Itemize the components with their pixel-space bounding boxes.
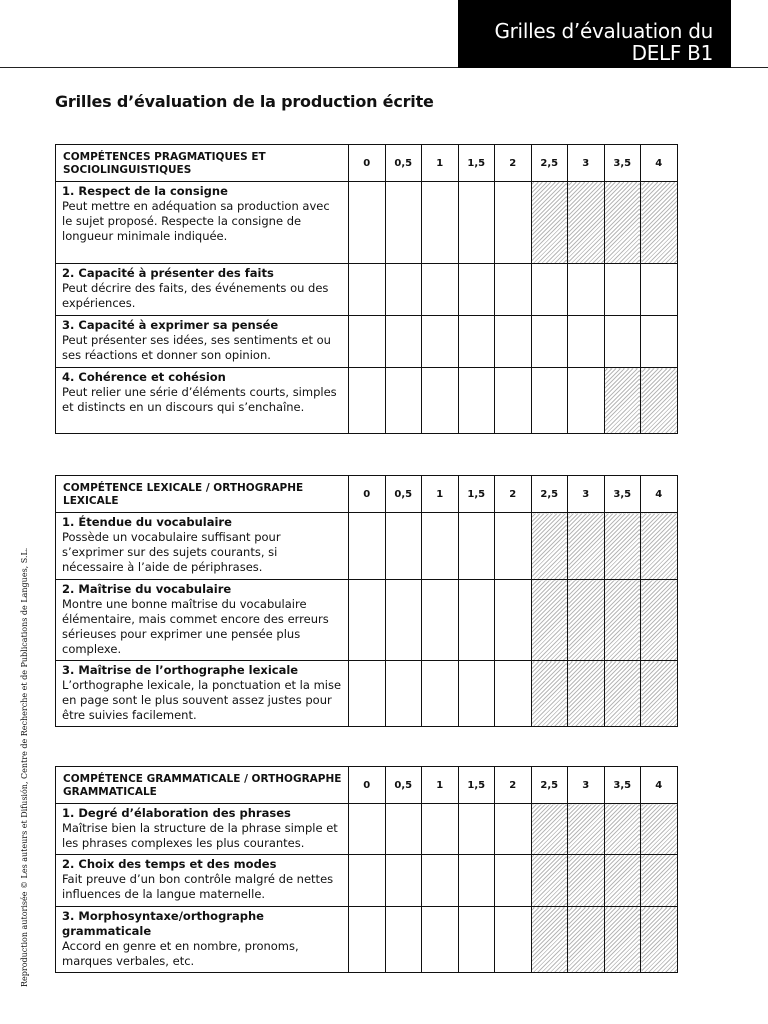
criterion-description: L’orthographe lexicale, la ponctuation et la mise en page sont le plus souvent assez justes pour être suivies facilement. (62, 678, 342, 722)
score-cell[interactable] (495, 513, 532, 580)
score-cell-disabled (568, 182, 605, 264)
score-cell[interactable] (458, 182, 495, 264)
score-header: 1 (422, 145, 459, 182)
score-cell-disabled (604, 182, 641, 264)
score-header: 1 (422, 476, 459, 513)
score-cell[interactable] (349, 513, 386, 580)
score-cell[interactable] (495, 661, 532, 727)
score-header: 2 (495, 476, 532, 513)
criterion-cell (56, 855, 349, 907)
criterion-title: 4. Cohérence et cohésion (62, 370, 226, 384)
score-cell[interactable] (531, 264, 568, 316)
score-cell[interactable] (495, 264, 532, 316)
score-cell[interactable] (349, 264, 386, 316)
score-header: 2,5 (531, 476, 568, 513)
criterion-title: 3. Capacité à exprimer sa pensée (62, 318, 279, 332)
criterion-description: Peut mettre en adéquation sa production avec le sujet proposé. Respecte la consigne de longueur minimale indiquée. (62, 199, 330, 243)
score-cell[interactable] (385, 316, 422, 368)
grid-grammatical (55, 766, 678, 973)
score-cell[interactable] (458, 804, 495, 855)
score-cell-disabled (568, 580, 605, 661)
score-cell[interactable] (495, 907, 532, 973)
score-cell[interactable] (495, 804, 532, 855)
score-header: 2 (495, 767, 532, 804)
score-cell-disabled (531, 907, 568, 973)
score-header: 0,5 (385, 145, 422, 182)
score-cell[interactable] (422, 907, 459, 973)
score-cell[interactable] (349, 182, 386, 264)
criterion-description: Montre une bonne maîtrise du vocabulaire élémentaire, mais commet encore des erreurs sérieuses pour exprimer une pensée plus complexe. (62, 597, 329, 656)
score-cell-disabled (604, 855, 641, 907)
criterion-row (56, 907, 678, 973)
competence-heading: COMPÉTENCE LEXICALE / ORTHOGRAPHE LEXICALE (56, 476, 349, 513)
score-cell[interactable] (422, 368, 459, 434)
score-cell-disabled (531, 513, 568, 580)
criterion-row (56, 580, 678, 661)
criterion-cell (56, 316, 349, 368)
criterion-title: 3. Maîtrise de l’orthographe lexicale (62, 663, 299, 677)
criterion-cell (56, 264, 349, 316)
table-header-row (56, 476, 678, 513)
score-cell[interactable] (385, 907, 422, 973)
score-header: 1,5 (458, 476, 495, 513)
criterion-title: 1. Étendue du vocabulaire (62, 515, 232, 529)
criterion-description: Possède un vocabulaire suffisant pour s’exprimer sur des sujets courants, si nécessaire à l’aide de périphrases. (62, 530, 281, 574)
score-cell[interactable] (568, 264, 605, 316)
score-cell[interactable] (495, 368, 532, 434)
score-cell[interactable] (422, 513, 459, 580)
criterion-title: 1. Degré d’élaboration des phrases (62, 806, 291, 820)
criterion-title: 2. Choix des temps et des modes (62, 857, 277, 871)
score-cell[interactable] (531, 368, 568, 434)
score-header: 3 (568, 767, 605, 804)
score-cell[interactable] (349, 661, 386, 727)
score-cell-disabled (604, 907, 641, 973)
criterion-row (56, 316, 678, 368)
score-header: 3,5 (604, 767, 641, 804)
criterion-description: Fait preuve d’un bon contrôle malgré de nettes influences de la langue maternelle. (62, 872, 334, 901)
competence-heading: COMPÉTENCE GRAMMATICALE / ORTHOGRAPHE GRAMMATICALE (56, 767, 349, 804)
score-cell[interactable] (495, 182, 532, 264)
criterion-description: Peut présenter ses idées, ses sentiments et ou ses réactions et donner son opinion. (62, 333, 331, 362)
score-cell[interactable] (458, 661, 495, 727)
criterion-row (56, 264, 678, 316)
score-cell-disabled (641, 804, 678, 855)
criterion-description: Peut décrire des faits, des événements ou des expériences. (62, 281, 329, 310)
header-title-line1: Grilles d’évaluation du (494, 19, 713, 43)
score-header: 1,5 (458, 767, 495, 804)
criterion-row (56, 182, 678, 264)
score-cell[interactable] (604, 316, 641, 368)
score-cell-disabled (568, 855, 605, 907)
score-cell-disabled (568, 804, 605, 855)
competence-heading: COMPÉTENCES PRAGMATIQUES ET SOCIOLINGUISTIQUES (56, 145, 349, 182)
score-cell[interactable] (349, 804, 386, 855)
score-cell[interactable] (568, 316, 605, 368)
score-header: 3 (568, 476, 605, 513)
criterion-row (56, 804, 678, 855)
score-header: 0,5 (385, 476, 422, 513)
score-header: 1,5 (458, 145, 495, 182)
score-cell[interactable] (495, 580, 532, 661)
score-header: 0 (349, 767, 386, 804)
score-cell-disabled (641, 182, 678, 264)
score-cell[interactable] (495, 316, 532, 368)
header-title-line2: DELF B1 (631, 41, 713, 65)
score-cell[interactable] (385, 855, 422, 907)
criterion-row (56, 368, 678, 434)
score-cell[interactable] (531, 316, 568, 368)
score-header: 2 (495, 145, 532, 182)
criterion-title: 2. Capacité à présenter des faits (62, 266, 274, 280)
page-title: Grilles d’évaluation de la production écrite (55, 92, 434, 111)
score-header: 3,5 (604, 476, 641, 513)
score-cell-disabled (604, 580, 641, 661)
grid-pragmatic (55, 144, 678, 434)
score-cell-disabled (531, 804, 568, 855)
criterion-title: 1. Respect de la consigne (62, 184, 228, 198)
score-cell-disabled (604, 661, 641, 727)
score-cell[interactable] (385, 513, 422, 580)
score-cell[interactable] (349, 907, 386, 973)
score-cell[interactable] (495, 855, 532, 907)
score-cell-disabled (641, 513, 678, 580)
criterion-row (56, 855, 678, 907)
score-cell-disabled (604, 804, 641, 855)
header-banner (458, 0, 731, 68)
score-cell[interactable] (422, 661, 459, 727)
criterion-description: Peut relier une série d’éléments courts, simples et distincts en un discours qui s’enchaîne. (62, 385, 337, 414)
side-credit: Reproduction autorisée © Les auteurs et Difusión, Centre de Recherche et de Publications de Langues, S.L. (20, 547, 29, 987)
table-header-row (56, 767, 678, 804)
score-header: 2,5 (531, 145, 568, 182)
score-cell-disabled (568, 513, 605, 580)
score-cell-disabled (641, 580, 678, 661)
score-header: 3,5 (604, 145, 641, 182)
score-cell-disabled (531, 182, 568, 264)
score-cell[interactable] (568, 368, 605, 434)
score-cell-disabled (531, 855, 568, 907)
criterion-cell (56, 661, 349, 727)
score-header: 0 (349, 145, 386, 182)
score-cell[interactable] (385, 182, 422, 264)
criterion-title: 3. Morphosyntaxe/orthographe grammaticale (62, 909, 264, 938)
criterion-description: Accord en genre et en nombre, pronoms, marques verbales, etc. (62, 939, 299, 968)
score-cell[interactable] (458, 580, 495, 661)
score-header: 4 (641, 145, 678, 182)
score-cell-disabled (641, 368, 678, 434)
score-cell-disabled (604, 368, 641, 434)
score-cell[interactable] (458, 855, 495, 907)
score-cell[interactable] (458, 513, 495, 580)
score-cell[interactable] (349, 855, 386, 907)
score-cell-disabled (641, 907, 678, 973)
score-cell[interactable] (458, 264, 495, 316)
criterion-title: 2. Maîtrise du vocabulaire (62, 582, 232, 596)
score-cell[interactable] (458, 316, 495, 368)
criterion-cell (56, 182, 349, 264)
score-cell[interactable] (422, 316, 459, 368)
score-cell[interactable] (385, 580, 422, 661)
criterion-row (56, 513, 678, 580)
grid-lexical (55, 475, 678, 727)
score-header: 3 (568, 145, 605, 182)
score-cell[interactable] (385, 264, 422, 316)
criterion-cell (56, 368, 349, 434)
score-cell[interactable] (604, 264, 641, 316)
score-header: 4 (641, 767, 678, 804)
score-cell[interactable] (422, 804, 459, 855)
score-cell[interactable] (385, 368, 422, 434)
criterion-cell (56, 580, 349, 661)
score-cell-disabled (531, 580, 568, 661)
score-cell[interactable] (422, 182, 459, 264)
score-cell[interactable] (422, 264, 459, 316)
score-cell[interactable] (422, 855, 459, 907)
score-cell-disabled (568, 661, 605, 727)
criterion-description: Maîtrise bien la structure de la phrase simple et les phrases complexes les plus courantes. (62, 821, 338, 850)
score-cell[interactable] (385, 661, 422, 727)
score-cell[interactable] (458, 368, 495, 434)
score-cell-disabled (531, 661, 568, 727)
score-header: 1 (422, 767, 459, 804)
table-header-row (56, 145, 678, 182)
score-header: 0 (349, 476, 386, 513)
score-cell[interactable] (349, 368, 386, 434)
score-header: 4 (641, 476, 678, 513)
score-cell[interactable] (641, 264, 678, 316)
score-header: 0,5 (385, 767, 422, 804)
score-header: 2,5 (531, 767, 568, 804)
criterion-cell (56, 804, 349, 855)
score-cell[interactable] (641, 316, 678, 368)
score-cell[interactable] (385, 804, 422, 855)
criterion-cell (56, 907, 349, 973)
score-cell-disabled (568, 907, 605, 973)
score-cell[interactable] (458, 907, 495, 973)
score-cell-disabled (604, 513, 641, 580)
score-cell-disabled (641, 661, 678, 727)
criterion-row (56, 661, 678, 727)
score-cell[interactable] (349, 580, 386, 661)
score-cell[interactable] (422, 580, 459, 661)
score-cell[interactable] (349, 316, 386, 368)
criterion-cell (56, 513, 349, 580)
score-cell-disabled (641, 855, 678, 907)
